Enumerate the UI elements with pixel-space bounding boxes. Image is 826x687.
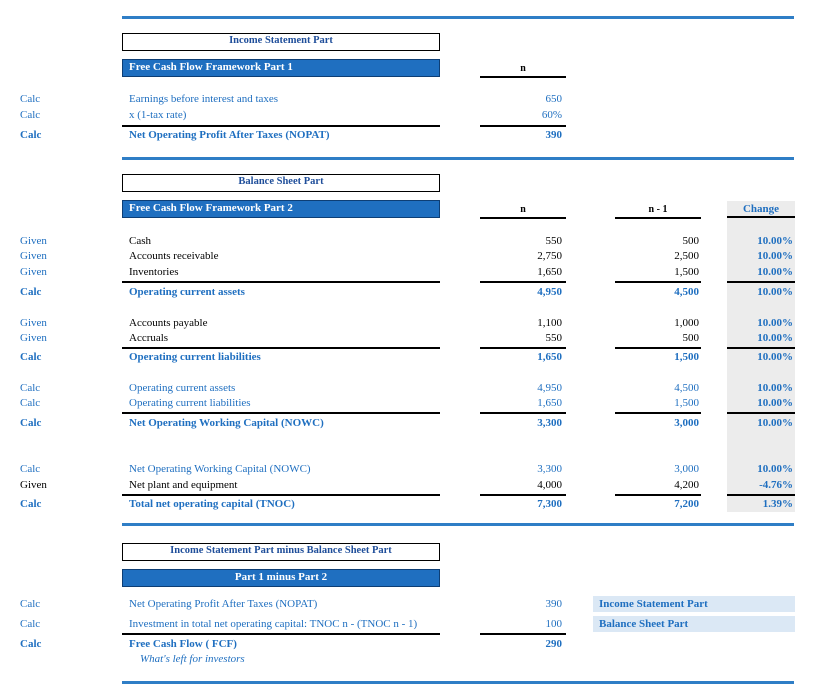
subtotal-separator — [122, 347, 440, 349]
top-rule — [122, 16, 794, 19]
row-desc: Operating current liabilities — [129, 397, 251, 409]
row-value-n1: 4,200 — [674, 479, 699, 491]
row-change: 10.00% — [757, 317, 793, 329]
subtotal-separator — [615, 347, 701, 349]
row-desc: Earnings before interest and taxes — [129, 93, 279, 105]
row-desc: Net plant and equipment — [129, 479, 238, 491]
row-change: -4.76% — [759, 479, 793, 491]
row-value-n: 3,300 — [537, 417, 562, 429]
framework-part1-bar: Free Cash Flow Framework Part 1 — [122, 59, 440, 77]
row-value-n: 1,100 — [537, 317, 562, 329]
subtotal-separator — [615, 412, 701, 414]
subtotal-separator — [727, 347, 795, 349]
subtotal-separator — [727, 281, 795, 283]
row-change: 10.00% — [757, 332, 793, 344]
row-value-n: 550 — [545, 332, 562, 344]
subtotal-separator — [727, 412, 795, 414]
row-label: Given — [20, 317, 47, 329]
row-change: 10.00% — [757, 463, 793, 475]
subtotal-separator — [122, 494, 440, 496]
row-desc: Accounts payable — [129, 317, 208, 329]
row-value-n1: 1,500 — [674, 266, 699, 278]
row-change: 10.00% — [757, 417, 793, 429]
row-value-n1: 4,500 — [674, 382, 699, 394]
row-value-n1: 500 — [682, 235, 699, 247]
col-header-n: n — [520, 63, 526, 74]
row-value-n1: 1,000 — [674, 317, 699, 329]
row-label: Calc — [20, 397, 41, 409]
row-change: 10.00% — [757, 382, 793, 394]
col-n-underline — [480, 76, 566, 78]
row-label: Calc — [20, 382, 41, 394]
row-desc: Cash — [129, 235, 151, 247]
fcf-note: What's left for investors — [140, 653, 245, 665]
col-header-n-minus-1: n - 1 — [648, 204, 668, 215]
fcf-title: Income Statement Part minus Balance Sheet Part — [122, 543, 440, 561]
subtotal-separator — [480, 347, 566, 349]
row-label: Given — [20, 332, 47, 344]
row-label: Given — [20, 479, 47, 491]
nopat-desc: Net Operating Profit After Taxes (NOPAT) — [129, 129, 330, 141]
row-label: Calc — [20, 109, 41, 121]
row-value-n: 60% — [541, 109, 562, 121]
subtotal-separator — [480, 281, 566, 283]
row-value-n: 1,650 — [537, 266, 562, 278]
row-value-n1: 3,000 — [674, 463, 699, 475]
subtotal-separator — [480, 494, 566, 496]
row-value-n: 650 — [545, 93, 562, 105]
row-change: 10.00% — [757, 286, 793, 298]
subtotal-separator — [480, 125, 566, 127]
fcf-desc: Free Cash Flow ( FCF) — [129, 638, 237, 650]
row-change: 10.00% — [757, 266, 793, 278]
row-label: Given — [20, 266, 47, 278]
row-desc: Accruals — [129, 332, 169, 344]
subtotal-separator — [122, 125, 440, 127]
row-label: Calc — [20, 463, 41, 475]
row-label: Calc — [20, 129, 42, 141]
row-change: 10.00% — [757, 235, 793, 247]
row-value-n1: 3,000 — [674, 417, 699, 429]
tnoc-value-n1: 7,200 — [674, 498, 699, 510]
row-value-n1: 1,500 — [674, 397, 699, 409]
col-header-change: Change — [742, 203, 780, 215]
part1-minus-part2-bar: Part 1 minus Part 2 — [122, 569, 440, 587]
row-label: Calc — [20, 93, 41, 105]
subtotal-separator — [480, 412, 566, 414]
row-value-n: 550 — [545, 235, 562, 247]
row-value-n1: 1,500 — [674, 351, 699, 363]
row-value-n: 4,950 — [537, 382, 562, 394]
row-value-n: 1,650 — [537, 397, 562, 409]
row-desc: Accounts receivable — [129, 250, 219, 262]
subtotal-separator — [122, 633, 440, 635]
row-value-n: 4,950 — [537, 286, 562, 298]
row-desc: Operating current assets — [129, 382, 236, 394]
row-label: Given — [20, 250, 47, 262]
row-label: Calc — [20, 618, 41, 630]
nopat-value: 390 — [545, 129, 562, 141]
balance-sheet-title: Balance Sheet Part — [122, 174, 440, 192]
row-label: Calc — [20, 638, 42, 650]
row-value-n1: 500 — [682, 332, 699, 344]
subtotal-separator — [122, 412, 440, 414]
row-desc: Operating current assets — [129, 286, 245, 298]
income-statement-title: Income Statement Part — [122, 33, 440, 51]
row-label: Calc — [20, 417, 42, 429]
row-value-n: 4,000 — [537, 479, 562, 491]
row-desc: Net Operating Profit After Taxes (NOPAT) — [129, 598, 318, 610]
section-rule — [122, 523, 794, 526]
fcf-value: 290 — [545, 638, 562, 650]
row-value-n1: 4,500 — [674, 286, 699, 298]
row-label: Calc — [20, 598, 41, 610]
subtotal-separator — [122, 281, 440, 283]
row-desc: Investment in total net operating capital: TNOC n - (TNOC n - 1) — [129, 618, 418, 630]
row-label: Calc — [20, 498, 42, 510]
subtotal-separator — [727, 494, 795, 496]
row-change: 10.00% — [757, 250, 793, 262]
income-statement-part-tag: Income Statement Part — [593, 596, 795, 612]
tnoc-value-n: 7,300 — [537, 498, 562, 510]
tnoc-change: 1.39% — [762, 498, 793, 510]
row-value-n: 390 — [545, 598, 562, 610]
subtotal-separator — [615, 494, 701, 496]
bottom-rule — [122, 681, 794, 684]
framework-part2-bar: Free Cash Flow Framework Part 2 — [122, 200, 440, 218]
row-value-n: 1,650 — [537, 351, 562, 363]
row-value-n: 3,300 — [537, 463, 562, 475]
row-value-n: 2,750 — [537, 250, 562, 262]
row-label: Given — [20, 235, 47, 247]
col-n-underline — [480, 217, 566, 219]
subtotal-separator — [615, 281, 701, 283]
row-desc: Net Operating Working Capital (NOWC) — [129, 417, 324, 429]
row-change: 10.00% — [757, 351, 793, 363]
row-desc: Net Operating Working Capital (NOWC) — [129, 463, 311, 475]
row-value-n1: 2,500 — [674, 250, 699, 262]
subtotal-separator — [480, 633, 566, 635]
row-value-n: 100 — [545, 618, 562, 630]
col-n1-underline — [615, 217, 701, 219]
row-change: 10.00% — [757, 397, 793, 409]
section-rule — [122, 157, 794, 160]
row-label: Calc — [20, 286, 42, 298]
row-desc: x (1-tax rate) — [129, 109, 187, 121]
row-desc: Inventories — [129, 266, 179, 278]
col-change-underline — [727, 216, 795, 218]
balance-sheet-part-tag: Balance Sheet Part — [593, 616, 795, 632]
row-desc: Operating current liabilities — [129, 351, 261, 363]
row-label: Calc — [20, 351, 42, 363]
tnoc-desc: Total net operating capital (TNOC) — [129, 498, 295, 510]
col-header-n: n — [520, 204, 526, 215]
